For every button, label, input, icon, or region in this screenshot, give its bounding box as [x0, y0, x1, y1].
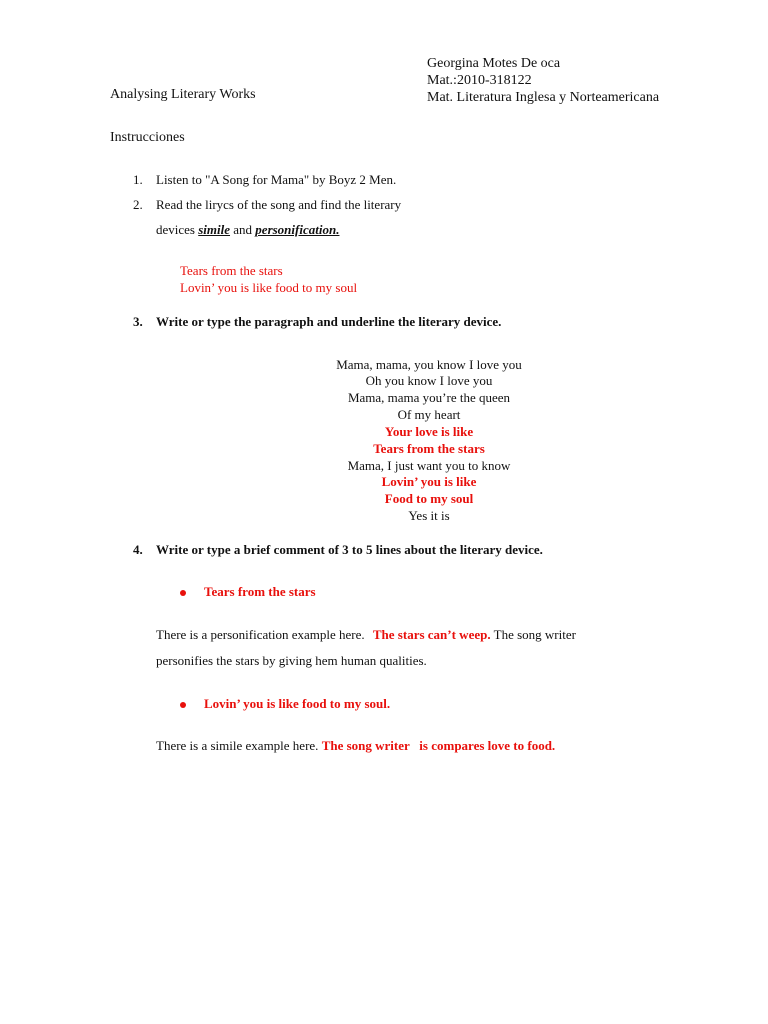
- comment-1-highlight: The stars can’t weep.: [372, 627, 491, 642]
- item-2-devices-label: devices: [156, 222, 195, 237]
- instructions-heading: Instrucciones: [110, 130, 185, 145]
- comment-2-intro: There is a simile example here.: [156, 738, 319, 753]
- item-3-text: Write or type the paragraph and underline the literary device.: [156, 314, 502, 329]
- lyric-line: Of my heart: [397, 407, 461, 422]
- bullet-1-text: Tears from the stars: [204, 584, 316, 599]
- answer-2-line-1: Tears from the stars: [180, 263, 283, 278]
- item-4-text: Write or type a brief comment of 3 to 5 lines about the literary device.: [156, 542, 543, 557]
- item-2-text: Read the lirycs of the song and find the literary: [156, 197, 402, 212]
- bullet-icon: [180, 702, 186, 708]
- comment-1-continuation: The song writer: [493, 627, 576, 642]
- comment-2-highlight: The song writer is compares love to food.: [321, 738, 556, 753]
- item-3-number: 3.: [133, 314, 143, 329]
- simile-term: simile: [198, 222, 231, 237]
- personification-term: personification.: [255, 222, 340, 237]
- comment-2-line-1: [156, 738, 555, 754]
- item-2-number: 2.: [133, 197, 143, 212]
- bullet-icon: [180, 590, 186, 596]
- lyric-line: Yes it is: [408, 508, 450, 523]
- item-2-and: and: [233, 222, 253, 237]
- lyric-line: Mama, mama you’re the queen: [347, 390, 511, 405]
- item-1-text: Listen to "A Song for Mama" by Boyz 2 Men.: [156, 172, 397, 187]
- student-name: Georgina Motes De oca: [427, 56, 561, 71]
- lyric-line: Mama, I just want you to know: [347, 458, 511, 473]
- course-name: Mat. Literatura Inglesa y Norteamericana: [427, 90, 660, 105]
- item-2-text-line2: [156, 222, 339, 238]
- comment-1-line-1: [156, 627, 576, 643]
- comment-1-line-2: personifies the stars by giving hem human qualities.: [156, 653, 427, 668]
- comment-1-intro: There is a personification example here.: [156, 627, 365, 642]
- bullet-2-text: Lovin’ you is like food to my soul.: [204, 696, 391, 711]
- lyric-line-highlight: Food to my soul: [384, 491, 474, 506]
- item-4-number: 4.: [133, 542, 143, 557]
- item-1-number: 1.: [133, 172, 143, 187]
- answer-2-line-2: Lovin’ you is like food to my soul: [180, 280, 358, 295]
- lyric-line-highlight: Tears from the stars: [373, 441, 485, 456]
- lyric-line-highlight: Lovin’ you is like: [381, 474, 477, 489]
- student-id: Mat.:2010-318122: [427, 73, 532, 88]
- lyric-line-highlight: Your love is like: [384, 424, 474, 439]
- lyric-line: Oh you know I love you: [365, 373, 493, 388]
- document-title: Analysing Literary Works: [110, 87, 256, 102]
- lyric-line: Mama, mama, you know I love you: [336, 357, 522, 372]
